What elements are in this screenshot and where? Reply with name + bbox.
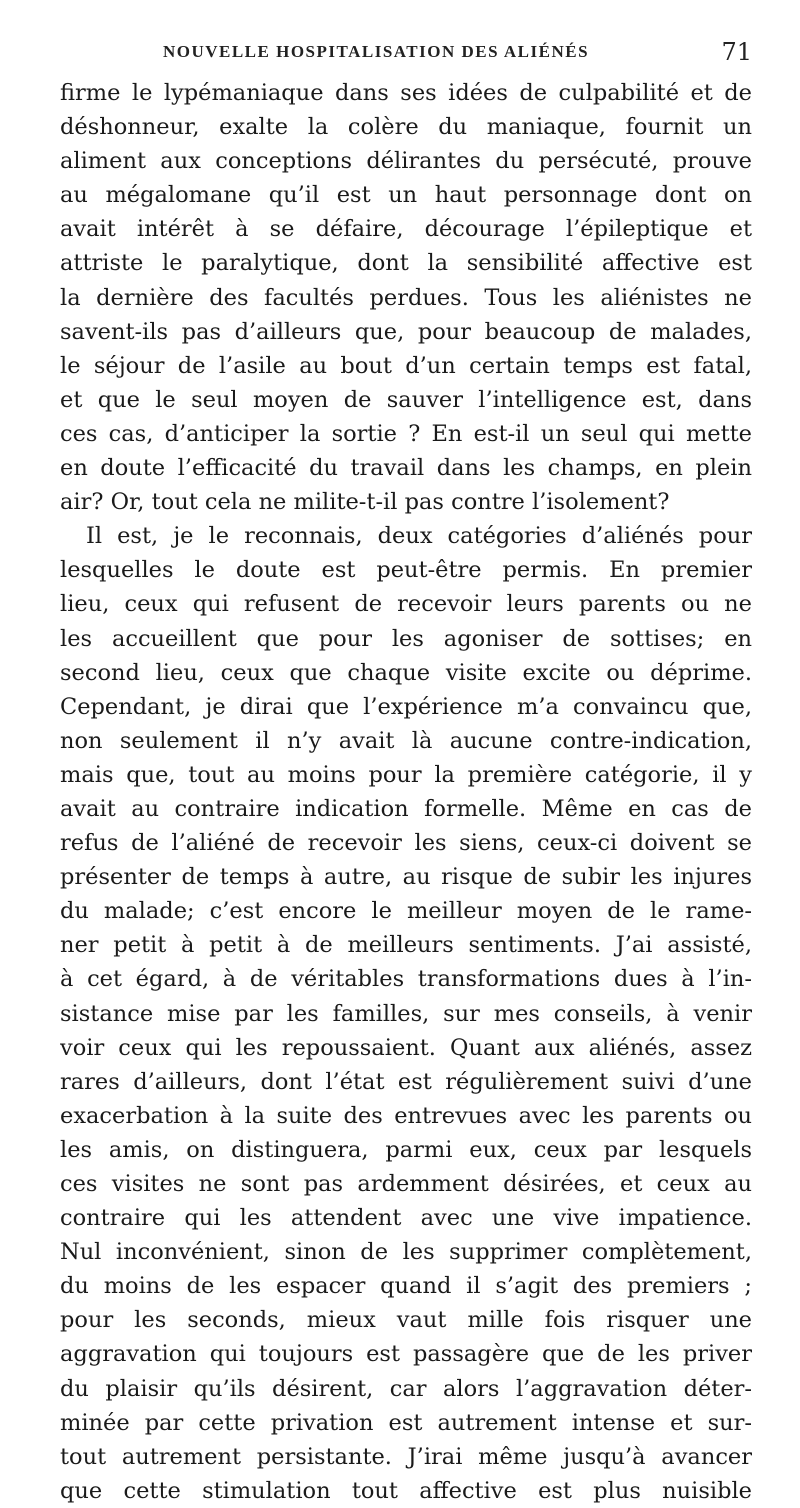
- text-line: les accueillent que pour les agoniser de sottises; en: [60, 625, 752, 652]
- text-line: au mégalomane qu’il est un haut personnage dont on: [60, 182, 752, 209]
- text-line: firme le lypémaniaque dans ses idées de culpabilité et de: [60, 80, 752, 106]
- text-line: présenter de temps à autre, au risque de subir les injures: [60, 864, 752, 891]
- text-line: du moins de les espacer quand il s’agit des premiers ;: [60, 1273, 752, 1300]
- text-line: la dernière des facultés perdues. Tous les aliénistes ne: [60, 284, 752, 311]
- text-line: Nul inconvénient, sinon de les supprimer complètement,: [60, 1239, 752, 1266]
- text-line: attriste le paralytique, dont la sensibilité affective est: [60, 250, 752, 277]
- text-line: ces cas, d’anticiper la sortie ? En est-il un seul qui mette: [60, 420, 752, 447]
- text-line: rares d’ailleurs, dont l’état est régulièrement suivi d’une: [60, 1068, 752, 1095]
- text-line: mais que, tout au moins pour la première catégorie, il y: [60, 761, 752, 788]
- text-line: le séjour de l’asile au bout d’un certain temps est fatal,: [60, 352, 752, 379]
- text-line: exacerbation à la suite des entrevues avec les parents ou: [60, 1102, 752, 1129]
- running-header: [60, 38, 752, 74]
- running-title: NOUVELLE HOSPITALISATION DES ALIÉNÉS: [162, 42, 590, 61]
- text-line: non seulement il n’y avait là aucune contre-indication,: [60, 727, 752, 754]
- text-line: aliment aux conceptions délirantes du persécuté, prouve: [60, 148, 752, 175]
- text-line: avait intérêt à se défaire, décourage l’épileptique et: [60, 216, 752, 243]
- paragraph-end-line: air? Or, tout cela ne milite-t-il pas contre l’isolement?: [60, 489, 670, 516]
- text-line: en doute l’efficacité du travail dans les champs, en plein: [60, 455, 752, 482]
- text-line: second lieu, ceux que chaque visite excite ou déprime.: [60, 659, 752, 686]
- body-text: [60, 76, 752, 1508]
- text-line: que cette stimulation tout affective est plus nuisible: [60, 1477, 752, 1504]
- text-line: sistance mise par les familles, sur mes conseils, à venir: [60, 1000, 752, 1027]
- text-line: voir ceux qui les repoussaient. Quant aux aliénés, assez: [60, 1034, 752, 1061]
- page-number: 71: [721, 38, 752, 66]
- text-line: lieu, ceux qui refusent de recevoir leurs parents ou ne: [60, 591, 752, 618]
- text-line: refus de l’aliéné de recevoir les siens, ceux-ci doivent se: [60, 830, 752, 857]
- text-line: à cet égard, à de véritables transformations dues à l’in-: [60, 966, 752, 993]
- text-line: contraire qui les attendent avec une vive impatience.: [60, 1205, 752, 1232]
- text-line: tout autrement persistante. J’irai même jusqu’à avancer: [60, 1443, 752, 1470]
- text-line: du plaisir qu’ils désirent, car alors l’aggravation déter-: [60, 1375, 752, 1402]
- text-line: pour les seconds, mieux vaut mille fois risquer une: [60, 1307, 752, 1334]
- text-line: savent-ils pas d’ailleurs que, pour beaucoup de malades,: [60, 318, 752, 345]
- text-line: du malade; c’est encore le meilleur moyen de le rame-: [60, 898, 752, 925]
- text-line: minée par cette privation est autrement intense et sur-: [60, 1409, 752, 1436]
- text-line: Cependant, je dirai que l’expérience m’a convaincu que,: [60, 693, 752, 720]
- text-line: avait au contraire indication formelle. Même en cas de: [60, 795, 752, 822]
- text-line: les amis, on distinguera, parmi eux, ceux par lesquels: [60, 1136, 752, 1163]
- text-line: ces visites ne sont pas ardemment désirées, et ceux au: [60, 1171, 752, 1197]
- text-line: et que le seul moyen de sauver l’intelligence est, dans: [60, 386, 752, 413]
- text-line: déshonneur, exalte la colère du maniaque, fournit un: [60, 114, 752, 141]
- text-line: ner petit à petit à de meilleurs sentiments. J’ai assisté,: [60, 932, 752, 959]
- paragraph-start-line: Il est, je le reconnais, deux catégories d’aliénés pour: [86, 523, 752, 550]
- text-line: lesquelles le doute est peut-être permis. En premier: [60, 557, 752, 584]
- text-line: aggravation qui toujours est passagère que de les priver: [60, 1341, 752, 1368]
